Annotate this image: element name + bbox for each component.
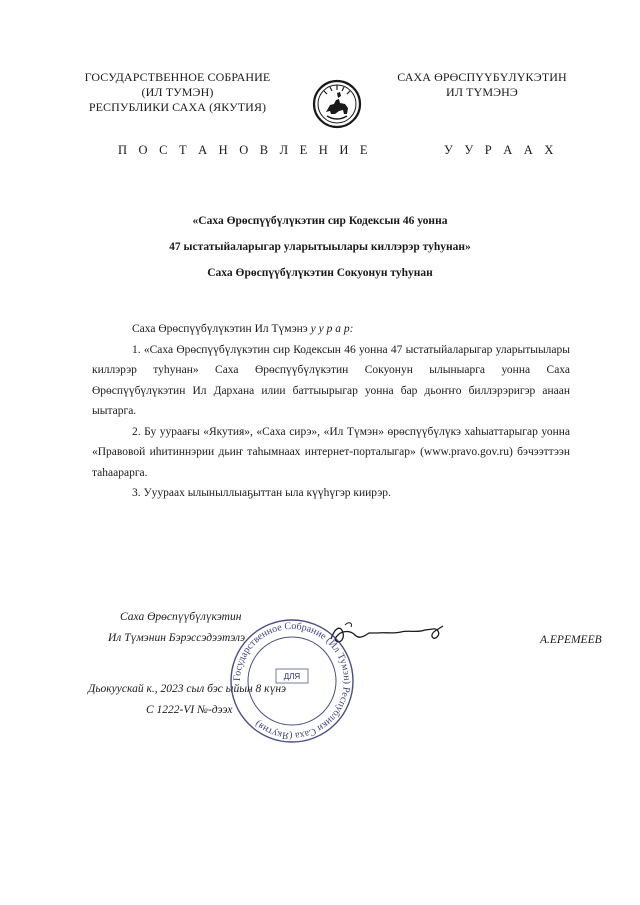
doc-type-yakut: У У Р А А Х: [444, 143, 558, 157]
header-left-line-2: (ИЛ ТУМЭН): [141, 85, 214, 99]
stamp-inner-text: ДЛЯ: [283, 672, 301, 681]
header-right-line-2: ИЛ ТҮМЭНЭ: [446, 85, 518, 99]
header-left: [70, 70, 285, 115]
signature-title-line-1: Саха Өрөспүүбүлүкэтин: [120, 611, 242, 623]
signature-title-line-2: Ил Түмэнин Бэрэссэдээтэлэ: [108, 632, 246, 644]
title-line-2: 47 ыстатыйаларыгар уларытыылары киллэрэр туһунан»: [169, 241, 471, 253]
header-right-line-1: САХА ӨРӨСПҮҮБҮЛҮКЭТИН: [397, 70, 567, 84]
document-body: [92, 319, 570, 504]
body-intro: [92, 319, 570, 340]
coat-of-arms-emblem: [312, 78, 362, 130]
body-item-1: 1. «Саха Өрөспүүбүлүкэтин сир Кодексын 46 уонна 47 ыстатыйаларыгар уларытыылары киллэрэр туһунан» Саха Өрөспүүбүлүкэтин Сокуонун ылыныарга уонна Саха Өрөспүүбүлүкэтин Ил Дархана илии баттыырыгар уонна бар дьоҥҥо биллэрэригэр анаан ыытарга.: [92, 343, 570, 417]
title-line-1: «Саха Өрөспүүбүлүкэтин сир Кодексын 46 уонна: [192, 215, 448, 227]
signatory-name: А.ЕРЕМЕЕВ: [540, 634, 602, 646]
document-number: С 1222-VI №-дээх: [146, 704, 233, 716]
doc-type-russian: П О С Т А Н О В Л Е Н И Е: [118, 143, 372, 157]
body-item-3: 3. Ууураах ылыныллыаҕыттан ыла күүһүгэр киирэр.: [132, 487, 391, 499]
document-title: [110, 208, 530, 286]
header-left-line-3: РЕСПУБЛИКИ САХА (ЯКУТИЯ): [88, 100, 267, 114]
intro-text: Саха Өрөспүүбүлүкэтин Ил Түмэнэ: [132, 323, 308, 335]
header-right: [372, 70, 592, 100]
body-item-2: 2. Бу уураағы «Якутия», «Саха сирэ», «Ил Түмэн» өрөспүүбүлүкэ хаһыаттарыгар уонна «Правовой иһитиннэрии дьиҥ таһымнаах интернет-порталыгар» (www.pravo.gov.ru) бэчээттээн таһаарарга.: [92, 425, 570, 479]
intro-verb: у у р а р:: [310, 323, 354, 335]
header-left-line-1: ГОСУДАРСТВЕННОЕ СОБРАНИЕ: [84, 70, 271, 84]
place-date: Дьокуускай к., 2023 сыл бэс ыйын 8 күнэ: [88, 683, 287, 695]
stamp-ring-text: Государственное Собрание (Ил Тумэн) Республики Саха (Якутия): [231, 620, 353, 742]
title-line-3: Саха Өрөспүүбүлүкэтин Сокуонун туһунан: [207, 267, 433, 279]
official-stamp: [228, 617, 356, 745]
